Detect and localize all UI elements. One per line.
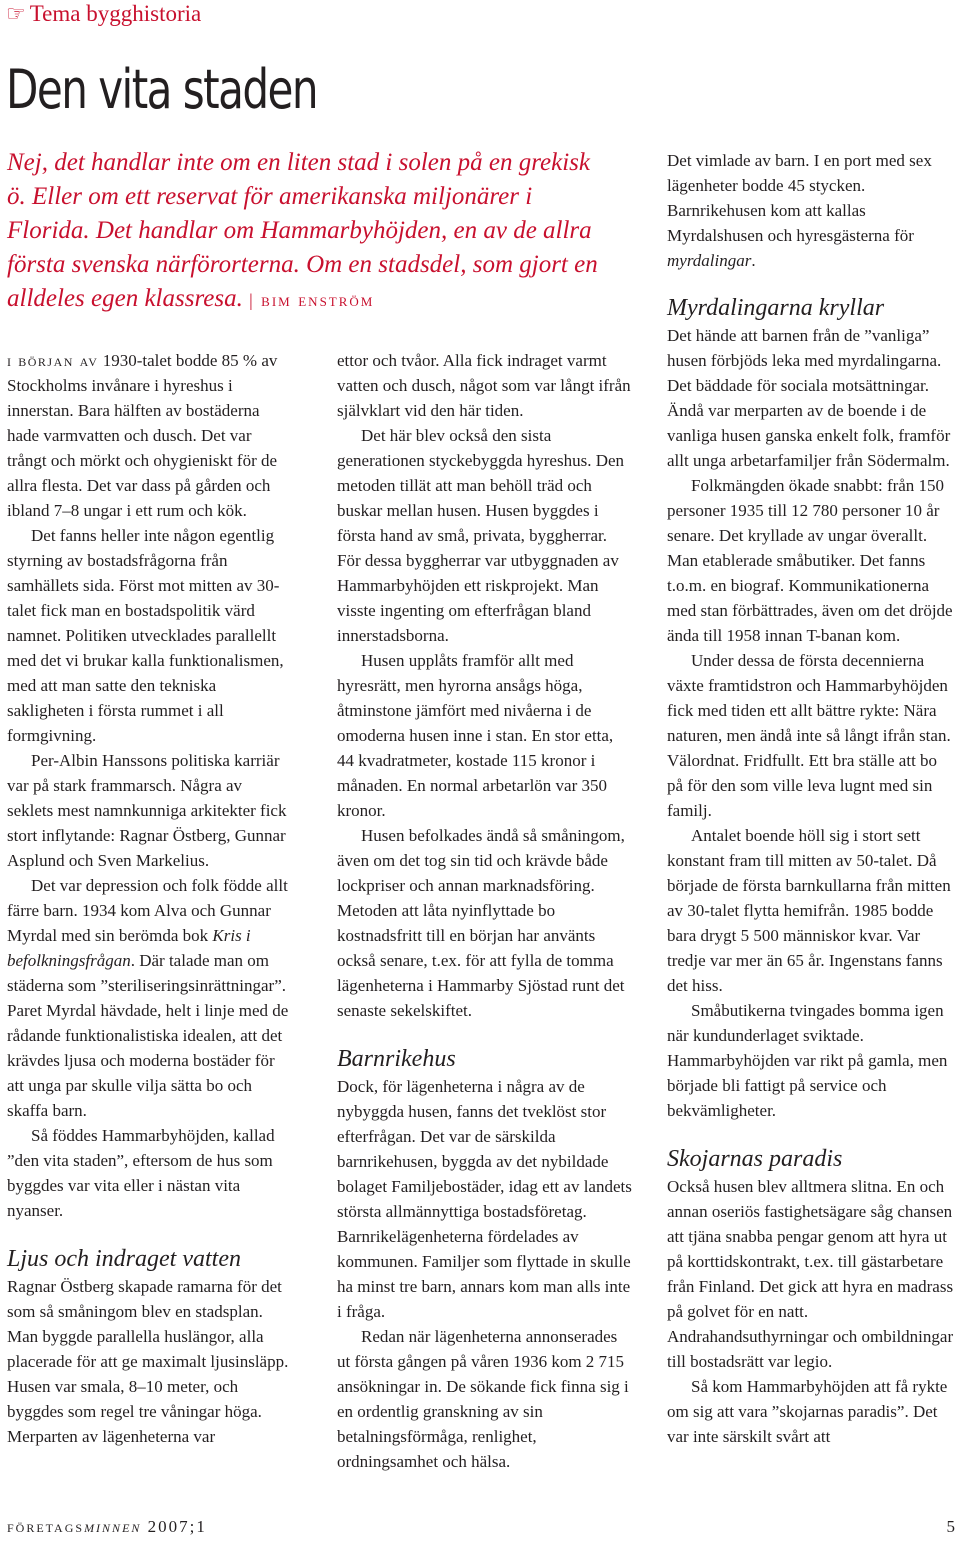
paragraph: Husen befolkades ändå så småningom, även om det tog sin tid och krävde både lockpriser och annan marknadsföring. Metoden att låta nyinflyttade bo kostnadsfritt till en början har använts också senare, t.ex. för att fylla de tomma lägenheterna i Hammarby Sjöstad runt det senaste sekelskiftet.: [337, 826, 625, 1020]
paragraph-text: .: [751, 251, 756, 270]
publication-name: företags: [7, 1517, 85, 1536]
subheading: Ljus och indraget vatten: [7, 1246, 241, 1272]
paragraph: Antalet boende höll sig i stort sett konstant fram till mitten av 50-talet. Då började de första barnkullarna från mitten av 30-talet flytta hemifrån. 1985 bodde bara drygt 5 500 människor kvar. Var tredje var mer än 65 år. Ingenstans fanns det hiss.: [667, 826, 951, 995]
paragraph: [7, 873, 292, 1123]
article-title: Den vita staden: [6, 58, 318, 121]
paragraph: Under dessa de första decennierna växte framtidstron och Hammarbyhöjden fick med tiden ett allt bättre rykte: Nära naturen, men ändå inte så långt ifrån stan. Välordnat. Fridfullt. Ett bra ställe att bo på för den som ville leva lugnt med sin familj.: [667, 651, 951, 820]
paragraph: Redan när lägenheterna annonserades ut första gången på våren 1936 kom 2 715 ansökningar in. De sökande fick finna sig i en ordentlig granskning av sin betalningsförmåga, renlighet, ordningsamhet och hälsa.: [337, 1327, 629, 1471]
emphasis: myrdalingar: [667, 251, 752, 270]
paragraph: Det hände att barnen från de ”vanliga” husen förbjöds leka med myrdalingarna. Det bäddade för sociala motsättningar. Ändå var merparten av de boende i de vanliga husen ganska enkelt folk, framför allt unga arbetarfamiljer från Södermalm.: [667, 326, 951, 470]
paragraph-text: Det var depression och folk födde allt färre barn. 1934 kom Alva och Gunnar Myrdal med sin berömda bok: [7, 876, 288, 945]
paragraph-text: Det vimlade av barn. I en port med sex lägenheter bodde 45 stycken. Barnrikehusen kom att kallas Myrdalshusen och hyresgästerna för: [667, 151, 932, 245]
paragraph: Folkmängden ökade snabbt: från 150 personer 1935 till 12 780 personer 10 år senare. Det kryllade av ungar överallt. Man etablerade småbutiker. Det fanns t.o.m. en biograf. Kommunikationerna med stan förbättrades, även om det dröjde ända till 1958 innan T-banan kom.: [667, 476, 953, 645]
author-byline: | bim enström: [249, 290, 375, 310]
paragraph: Småbutikerna tvingades bomma igen när kundunderlaget sviktade. Hammarbyhöjden var rikt på gamla, men började bli fattigt på service och bekvämligheter.: [667, 1001, 948, 1120]
subheading: Barnrikehus: [337, 1046, 456, 1072]
publication-name-italic: minnen: [84, 1517, 142, 1536]
text-column-1: [7, 348, 292, 1449]
book-title: Kris i befolkningsfrågan: [7, 926, 251, 970]
paragraph: Så kom Hammarbyhöjden att få rykte om sig att vara ”skojarnas paradis”. Det var inte särskilt svårt att: [667, 1377, 948, 1446]
issue-number: 2007;1: [141, 1517, 207, 1536]
lead-in: i början av: [7, 351, 99, 370]
text-column-2: [337, 348, 632, 1474]
paragraph: Per-Albin Hanssons politiska karriär var på stark frammarsch. Några av seklets mest namnkunniga arkitekter fick stort inflytande: Ragnar Östberg, Gunnar Asplund och Sven Markelius.: [7, 751, 287, 870]
article-ingress: [7, 146, 607, 317]
page-number: 5: [946, 1517, 955, 1536]
paragraph: Det fanns heller inte någon egentlig styrning av bostadsfrågorna från samhällets sida. Först mot mitten av 30-talet fick man en bostadspolitik värd namnet. Politiken utvecklades parallellt med det vi brukar kalla funktionalismen, med att man satte den tekniska sakligheten i första rummet i all formgivning.: [7, 526, 284, 745]
paragraph: Så föddes Hammarbyhöjden, kallad ”den vita staden”, eftersom de hus som byggdes var vita eller i nästan vita nyanser.: [7, 1126, 275, 1220]
ingress-text: Nej, det handlar inte om en liten stad i solen på en grekisk ö. Eller om ett reservat för amerikanska miljonärer i Florida. Det handlar om Hammarbyhöjden, en av de allra första svenska närförorterna. Om en stadsdel, som gjort en alldeles egen klassresa.: [7, 149, 598, 312]
section-label: Tema bygghistoria: [29, 1, 202, 26]
publication-footer: [7, 1516, 207, 1538]
paragraph: Också husen blev alltmera slitna. En och annan oseriös fastighetsägare såg chansen att tjäna snabba pengar genom att hyra ut på korttidskontrakt, t.ex. till gästarbetare från Finland. Det gick att hyra en madrass på golvet för en natt. Andrahandsuthyrningar och ombildningar till bostadsrätt var legio.: [667, 1177, 954, 1371]
pointing-hand-icon: ☞: [6, 1, 26, 26]
paragraph-text: 1930-talet bodde 85 % av Stockholms invånare i hyreshus i innerstan. Bara hälften av bostäderna hade varmvatten och dusch. Det var trångt och mörkt och ohygieniskt för de allra flesta. Det var dass på gården och ibland 7–8 ungar i ett rum och kök.: [7, 351, 278, 520]
paragraph-text: . Där talade man om städerna som ”steriliseringsinrättningar”. Paret Myrdal hävdade, helt i linje med de rådande funktionalistiska idealen, att det krävdes ljusa och moderna bostäder för att unga par skulle vilja sätta bo och skaffa barn.: [7, 951, 289, 1120]
paragraph: [667, 148, 957, 273]
paragraph: Dock, för lägenheterna i några av de nybyggda husen, fanns det tveklöst stor efterfrågan. Det var de särskilda barnrikehusen, byggda av det nybildade bolaget Familjebostäder, idag ett av landets största allmännyttiga bostadsföretag. Barnrikelägenheterna fördelades av kommunen. Familjer som flyttade in skulle ha minst tre barn, annars kom man alls inte i fråga.: [337, 1077, 632, 1321]
text-column-3: [667, 148, 957, 1449]
paragraph: ettor och tvåor. Alla fick indraget varmt vatten och dusch, något som var långt ifrån självklart vid den här tiden.: [337, 351, 631, 420]
subheading: Myrdalingarna kryllar: [667, 295, 885, 321]
paragraph: Husen upplåts framför allt med hyresrätt, men hyrorna ansågs höga, åtminstone jämfört med nivåerna i de omoderna husen inne i stan. En stor etta, 44 kvadratmeter, kostade 115 kronor i månaden. En normal arbetarlön var 350 kronor.: [337, 651, 614, 820]
section-header: [6, 0, 201, 28]
paragraph: Det här blev också den sista generationen styckebyggda hyreshus. Den metoden tillät att man behöll träd och buskar mellan husen. Husen byggdes i första hand av små, privata, byggherrar. För dessa byggherrar var utbyggnaden av Hammarbyhöjden ett riskprojekt. Man visste ingenting om efterfrågan bland innerstadsborna.: [337, 426, 625, 645]
subheading: Skojarnas paradis: [667, 1146, 843, 1172]
paragraph: Ragnar Östberg skapade ramarna för det som så småningom blev en stadsplan. Man byggde parallella huslängor, alla placerade för att ge maximalt ljusinsläpp. Husen var smala, 8–10 meter, och byggdes som regel tre våningar höga. Merparten av lägenheterna var: [7, 1277, 289, 1446]
paragraph: [7, 348, 292, 523]
